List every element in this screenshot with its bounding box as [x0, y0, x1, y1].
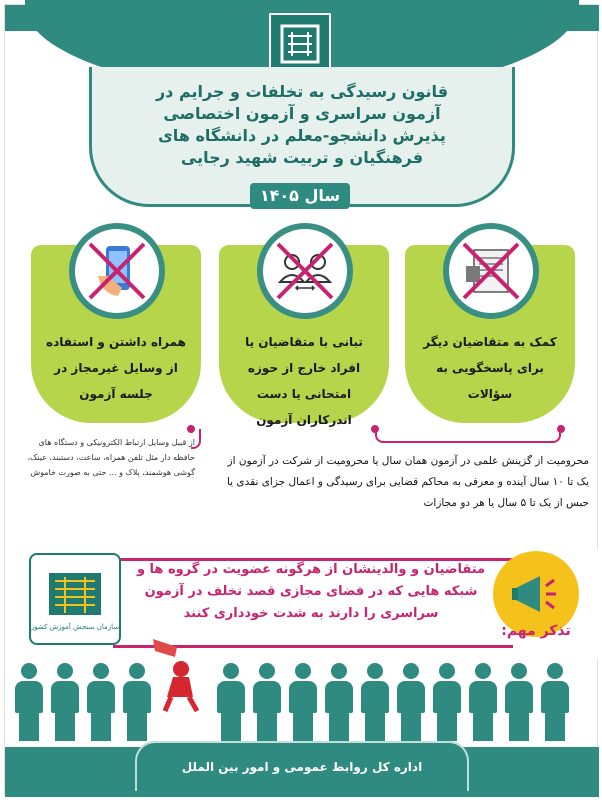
- connector-line: [375, 429, 561, 443]
- device-note: از قبیل وسایل ارتباط الکترونیکی و دستگاه های حافظه دار مثل تلفن همراه، ساعت، دستبند، عینک، گوشی هوشمند، پلاک و ... حتی به صورت خاموش: [27, 438, 195, 477]
- mobile-phone-icon: [82, 236, 152, 306]
- card-devices: [31, 245, 201, 423]
- card-text: همراه داشتن و استفاده از وسایل غیرمجاز در جلسه آزمون: [46, 335, 186, 401]
- title-line-2: آزمون سراسری و آزمون اختصاصی: [163, 104, 441, 123]
- person-figure: [13, 663, 45, 741]
- card-collusion: [219, 245, 389, 427]
- org-emblem-icon: [30, 563, 120, 635]
- person-figure: [85, 663, 117, 741]
- footer-panel: [135, 741, 469, 791]
- org-logo-label: سازمان سنجش آموزش کشور: [30, 623, 120, 631]
- card-icon-circle: [443, 223, 539, 319]
- person-figure: [251, 663, 283, 741]
- person-figure: [323, 663, 355, 741]
- title-line-1: قانون رسیدگی به تخلفات و جرایم در: [155, 82, 449, 101]
- person-figure: [287, 663, 319, 741]
- card-helping-others: [405, 245, 575, 423]
- person-figure: [503, 663, 535, 741]
- title-line-4: فرهنگیان و تربیت شهید رجایی: [180, 148, 424, 167]
- infographic-page: [4, 4, 598, 796]
- person-figure: [359, 663, 391, 741]
- person-figure: [49, 663, 81, 741]
- card-text: تبانی با متقاضیان یا افراد خارج از حوزه امتحانی یا دست اندرکاران آزمون: [245, 335, 363, 427]
- footer-text: اداره کل روابط عمومی و امور بین الملل: [181, 760, 423, 774]
- megaphone-icon: [506, 564, 566, 624]
- penalty-text: محرومیت از گزینش علمی در آزمون همان سال یا محرومیت از شرکت در آزمون از یک تا ۱۰ سال آینده و معرفی به محاکم قضایی برای رسیدگی و اعمال جزای نقدی یا حبس از یک تا ۵ سال یا هر دو مجازات: [226, 455, 589, 509]
- people-interaction-icon: [270, 236, 340, 306]
- person-figure: [539, 663, 571, 741]
- document-copy-icon: [456, 236, 526, 306]
- person-figure: [431, 663, 463, 741]
- person-figure: [467, 663, 499, 741]
- organization-logo: [29, 553, 121, 645]
- person-figure: [395, 663, 427, 741]
- card-icon-circle: [69, 223, 165, 319]
- card-icon-circle: [257, 223, 353, 319]
- title-year: سال ۱۴۰۵: [250, 183, 350, 209]
- logo-emblem-icon: [278, 22, 322, 66]
- people-row: [5, 653, 599, 753]
- reminder-text: متقاضیان و والدینشان از هرگونه عضویت در گروه ها و شبکه هایی که در فضای مجازی قصد تخلف در آزمون سراسری را دارند به شدت خودداری کنند: [136, 562, 486, 621]
- card-text: کمک به متقاضیان دیگر برای پاسخگویی به سؤالات: [423, 335, 557, 401]
- falling-person-icon: [147, 633, 207, 713]
- reminder-label: تذکر مهم:: [501, 623, 571, 639]
- person-figure: [215, 663, 247, 741]
- title-line-3: پذیرش دانشجو-معلم در دانشگاه های: [158, 126, 446, 145]
- university-logo: [269, 13, 331, 75]
